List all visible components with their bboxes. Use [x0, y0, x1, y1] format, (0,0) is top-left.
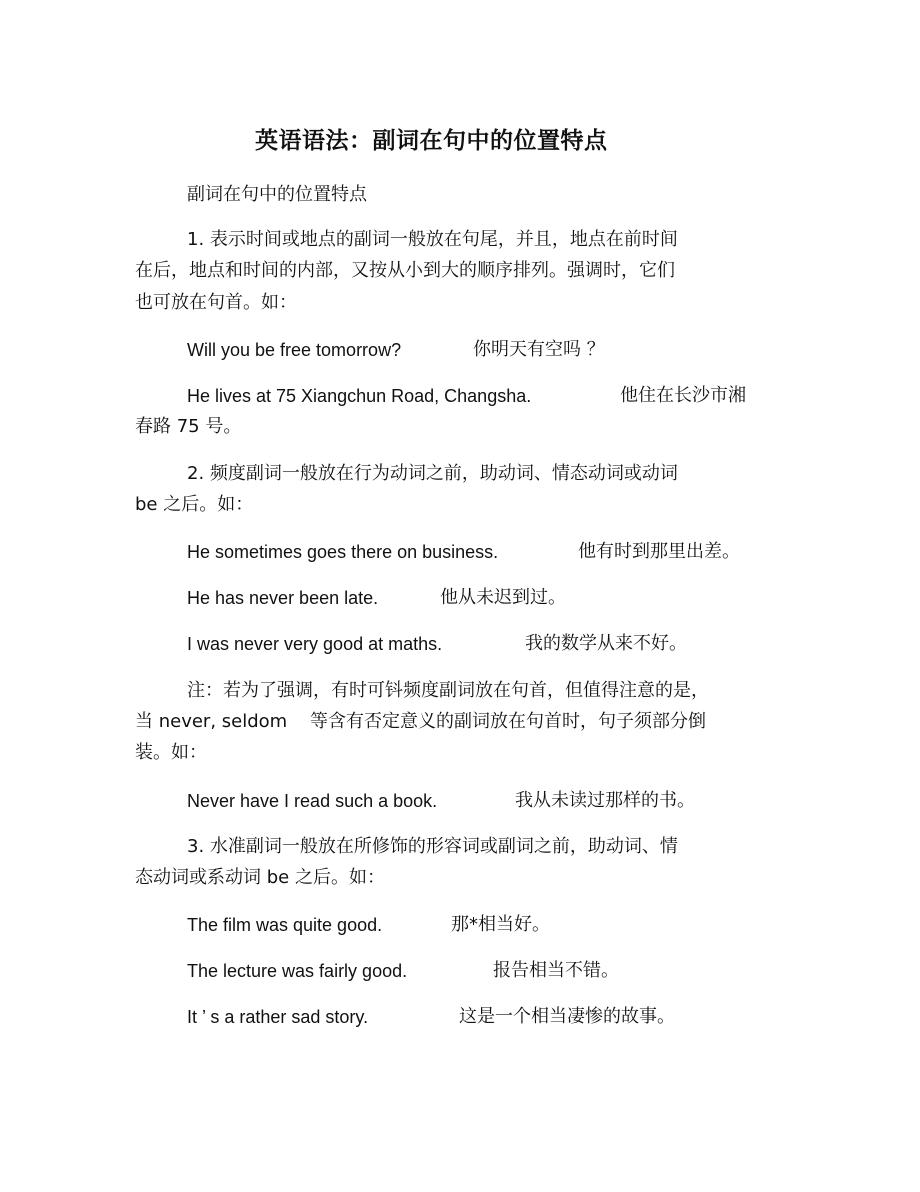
paragraph-1-line-3: 也可放在句首。如： — [135, 292, 297, 313]
example-9-chinese: 这是一个相当凄惨的故事。 — [459, 1006, 675, 1027]
example-8-chinese: 报告相当不错。 — [493, 960, 619, 981]
example-3-english: He sometimes goes there on business. — [187, 542, 499, 562]
paragraph-1-line-2: 在后，地点和时间的内部，又按从小到大的顺序排列。强调时，它们 — [135, 260, 675, 281]
paragraph-2-line-2: be 之后。如： — [135, 494, 254, 515]
example-6-chinese: 我从未读过那样的书。 — [515, 790, 695, 811]
example-1-chinese: 你明天有空吗 ？ — [473, 339, 605, 360]
note-line-3: 装。如： — [135, 742, 207, 763]
paragraph-3-line-1: 3. 水准副词一般放在所修饰的形容词或副词之前，助动词、情 — [187, 836, 678, 857]
example-7-chinese: 那*相当好。 — [451, 914, 550, 935]
example-2-chinese-cont: 春路 75 号。 — [135, 416, 242, 437]
example-5-english: I was never very good at maths. — [187, 634, 443, 654]
example-3-chinese: 他有时到那里出差。 — [578, 541, 740, 562]
example-2-chinese: 他住在长沙市湘 — [620, 385, 746, 406]
example-1-english: Will you be free tomorrow? — [187, 340, 402, 360]
note-line-2-a: 当 never, seldom — [135, 711, 288, 732]
example-8-english: The lecture was fairly good. — [187, 961, 408, 981]
paragraph-1-line-1: 1. 表示时间或地点的副词一般放在句尾，并且，地点在前时间 — [187, 229, 678, 250]
subtitle: 副词在句中的位置特点 — [187, 184, 367, 205]
example-2-english: He lives at 75 Xiangchun Road, Changsha. — [187, 386, 532, 406]
example-4-chinese: 他从未迟到过。 — [440, 587, 566, 608]
paragraph-2-line-1: 2. 频度副词一般放在行为动词之前，助动词、情态动词或动词 — [187, 463, 678, 484]
example-9-english: It ’ s a rather sad story. — [187, 1007, 369, 1027]
paragraph-3-line-2: 态动词或系动词 be 之后。如： — [135, 867, 385, 888]
note-line-2-b: 等含有否定意义的副词放在句首时，句子须部分倒 — [310, 711, 706, 732]
example-6-english: Never have I read such a book. — [187, 791, 438, 811]
example-4-english: He has never been late. — [187, 588, 379, 608]
example-7-english: The film was quite good. — [187, 915, 383, 935]
example-5-chinese: 我的数学从来不好。 — [525, 633, 687, 654]
page-title: 英语语法：副词在句中的位置特点 — [255, 128, 608, 154]
note-line-1: 注：若为了强调，有时可钭频度副词放在句首，但值得注意的是， — [187, 680, 709, 701]
